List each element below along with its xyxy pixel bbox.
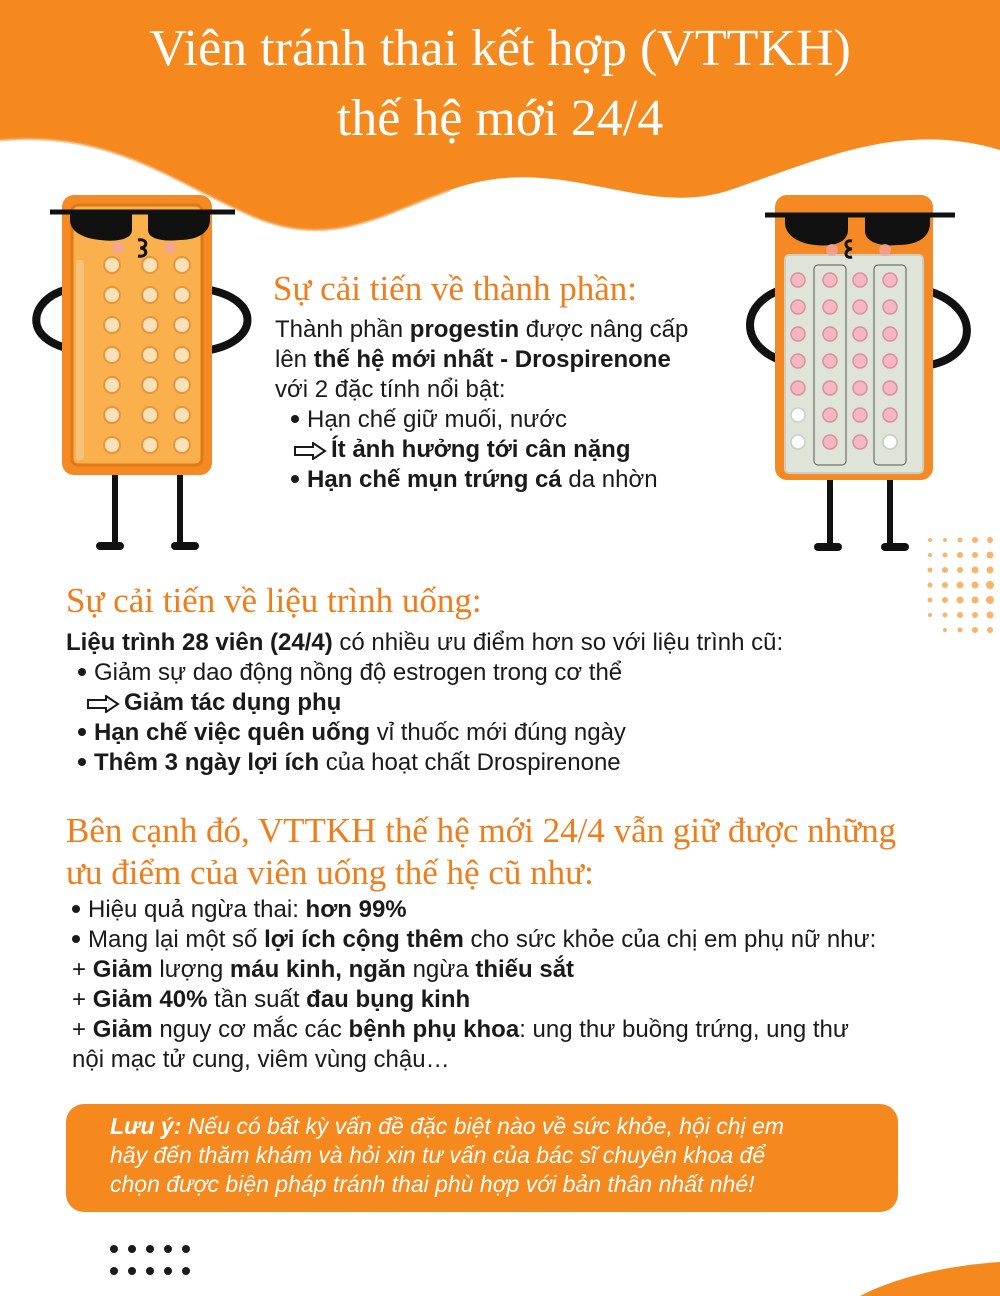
note-label: Lưu ý: (110, 1113, 182, 1139)
text-bold: Thêm 3 ngày lợi ích (94, 749, 320, 776)
text-bold: Ít ảnh hưởng tới cân nặng (331, 436, 631, 463)
list-item (275, 405, 745, 435)
section-composition-heading: Sự cải tiến về thành phần: (273, 269, 638, 308)
title-line-2: thế hệ mới 24/4 (336, 90, 664, 147)
text: chọn được biện pháp tránh thai phù hợp với bản thân nhất nhé! (110, 1171, 755, 1197)
heading-line: Bên cạnh đó, VTTKH thế hệ mới 24/4 vẫn giữ được những (66, 811, 897, 850)
section-composition-body (275, 315, 745, 495)
heading-line: ưu điểm của viên uống thế hệ cũ như: (66, 853, 594, 892)
bullet-icon (78, 728, 86, 736)
text: Nếu có bất kỳ vấn đề đặc biệt nào về sức khỏe, hội chị em (181, 1113, 785, 1139)
text: lên (275, 346, 314, 373)
text: Hạn chế giữ muối, nước (307, 406, 567, 433)
text: tần suất (207, 986, 307, 1013)
text-bold: Giảm (92, 1016, 153, 1043)
text-bold: Giảm 40% (92, 986, 208, 1013)
note-text (110, 1112, 890, 1199)
text: lượng (152, 956, 230, 983)
section-advantages-body (72, 895, 952, 1075)
page-title (0, 14, 1000, 154)
text-bold: thế hệ mới nhất - Drospirenone (313, 346, 671, 373)
list-item (72, 925, 952, 955)
list-item (72, 955, 952, 985)
list-item (66, 718, 946, 748)
text: : ung thư buồng trứng, ung thư (519, 1016, 849, 1043)
text: Thành phần (275, 316, 410, 343)
section-advantages-heading (66, 810, 966, 894)
bullet-icon (78, 668, 86, 676)
title-line-1: Viên tránh thai kết hợp (VTTKH) (149, 20, 851, 77)
arrow-right-icon (86, 695, 120, 713)
text: nguy cơ mắc các (152, 1016, 349, 1043)
text: được nâng cấp (519, 316, 689, 343)
text: có nhiều ưu điểm hơn so với liệu trình cũ: (332, 629, 784, 656)
section-regimen-heading: Sự cải tiến về liệu trình uống: (66, 581, 482, 620)
list-item (72, 1015, 952, 1045)
text: Giảm sự dao động nồng độ estrogen trong cơ thể (94, 659, 623, 686)
list-item (72, 985, 952, 1015)
bullet-icon (72, 935, 80, 943)
bullet-icon (291, 415, 299, 423)
text: hãy đến thăm khám và hỏi xin tư vấn của bác sĩ chuyên khoa để (110, 1142, 766, 1168)
text-bold: Hạn chế mụn trứng cá (307, 466, 562, 493)
text: Mang lại một số (88, 926, 265, 953)
arrow-right-icon (293, 442, 327, 460)
pill-pack-character-orange-icon (20, 190, 270, 555)
text: + (72, 986, 93, 1013)
text-bold: hơn 99% (305, 896, 407, 923)
text: Hiệu quả ngừa thai: (88, 896, 306, 923)
text: với 2 đặc tính nổi bật: (275, 376, 506, 403)
text-bold: bệnh phụ khoa (348, 1016, 520, 1043)
pill-pack-character-pink-icon (740, 195, 990, 555)
text: ngừa (405, 956, 476, 983)
text-bold: đau bụng kinh (306, 986, 471, 1013)
footer-wave-decoration (860, 1262, 1000, 1296)
bullet-icon (291, 475, 299, 483)
section-regimen-body (66, 628, 946, 778)
text-bold: lợi ích cộng thêm (264, 926, 464, 953)
bullet-icon (72, 905, 80, 913)
text: da nhờn (561, 466, 658, 493)
list-item (66, 658, 946, 688)
list-item-sub (275, 435, 745, 465)
text-bold: progestin (409, 316, 520, 343)
text-bold: Liệu trình 28 viên (24/4) (66, 629, 333, 656)
text-bold: thiếu sắt (475, 956, 575, 983)
text: nội mạc tử cung, viêm vùng chậu… (72, 1046, 450, 1073)
list-item (66, 748, 946, 778)
list-item (72, 895, 952, 925)
bullet-icon (78, 758, 86, 766)
text: của hoạt chất Drospirenone (319, 749, 621, 776)
text-bold: Giảm tác dụng phụ (124, 689, 342, 716)
text-bold: máu kinh, ngăn (229, 956, 406, 983)
text: + (72, 956, 93, 983)
list-item (275, 465, 745, 495)
text-bold: Hạn chế việc quên uống (94, 719, 371, 746)
text: vỉ thuốc mới đúng ngày (370, 719, 626, 746)
text: + (72, 1016, 93, 1043)
text: cho sức khỏe của chị em phụ nữ như: (463, 926, 877, 953)
text-bold: Giảm (92, 956, 153, 983)
list-item-sub (66, 688, 946, 718)
